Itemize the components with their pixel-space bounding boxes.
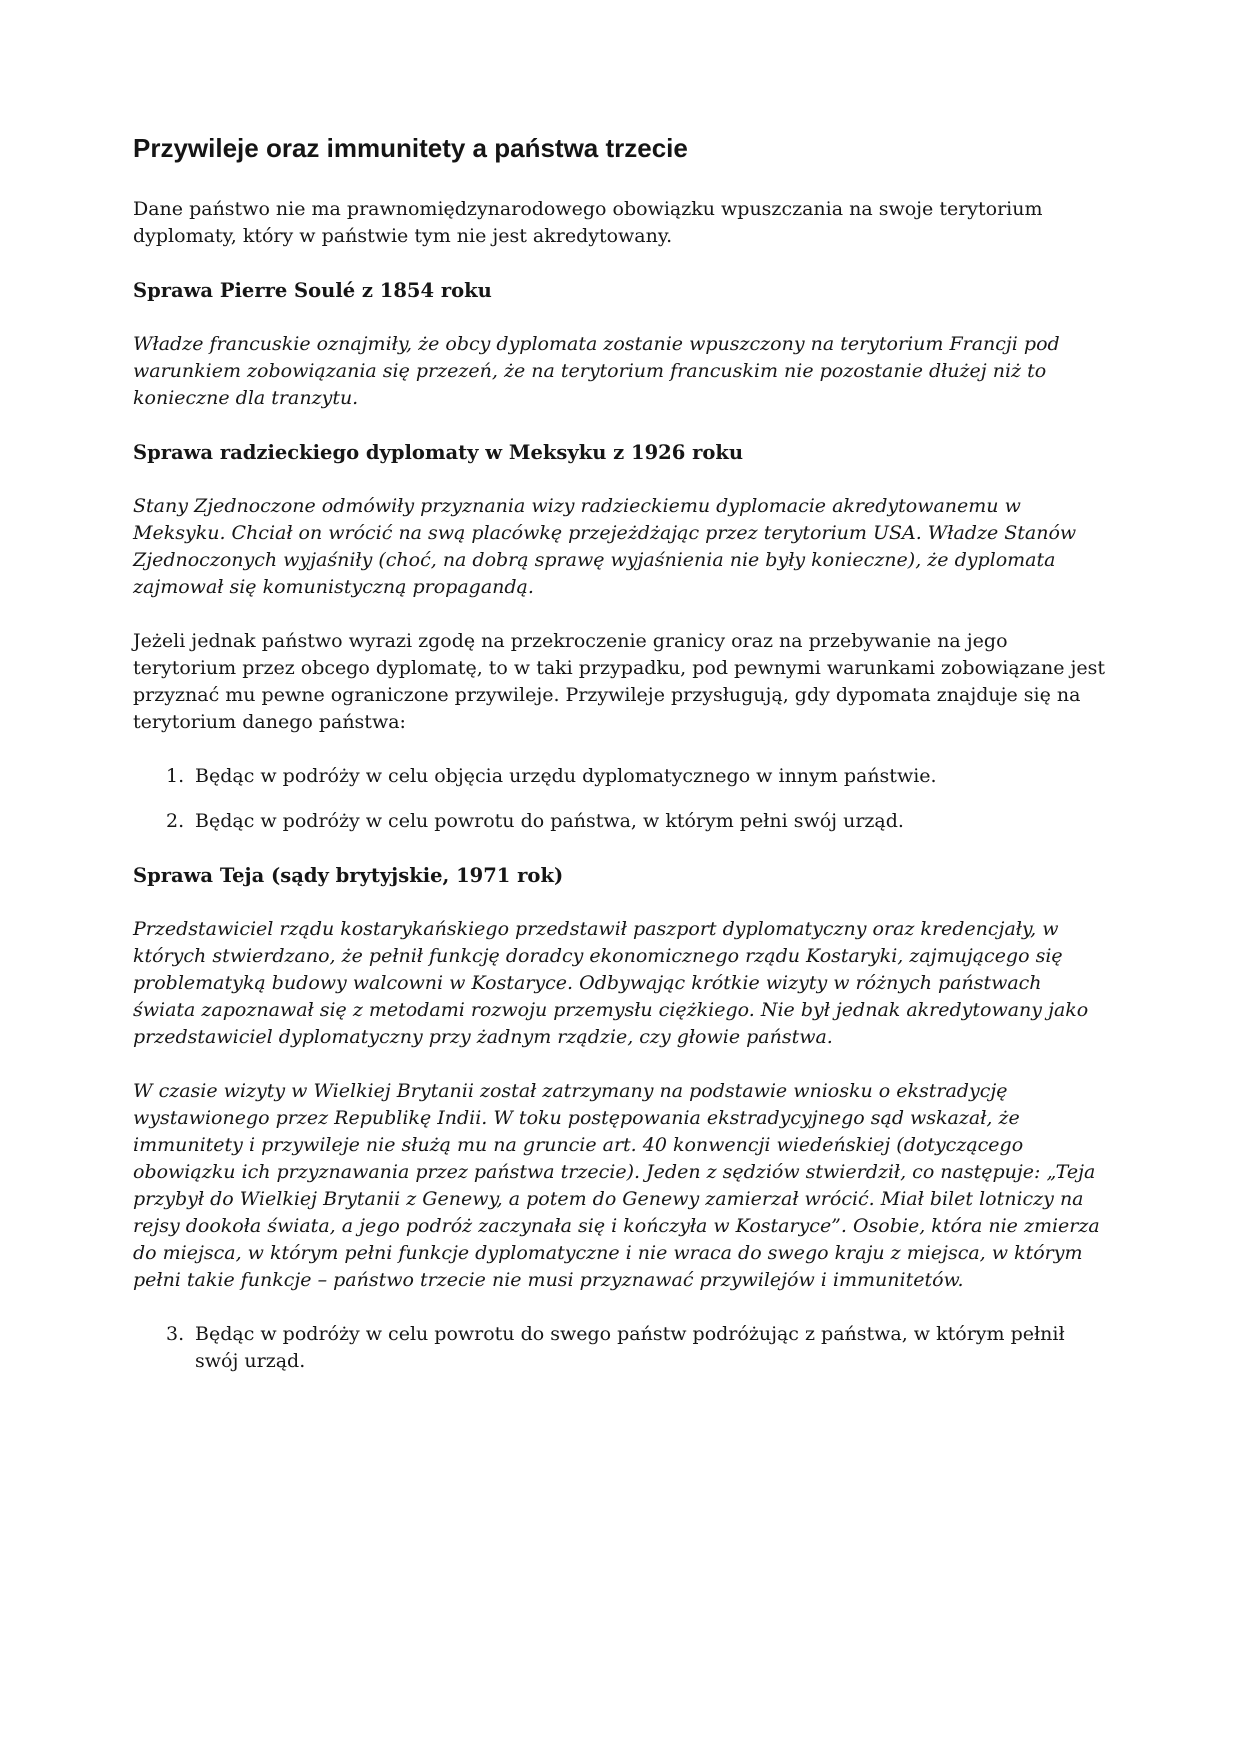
heading-soule-case: Sprawa Pierre Soulé z 1854 roku bbox=[133, 279, 492, 302]
list-item-3 bbox=[133, 1321, 1107, 1375]
list-item-2-text: Będąc w podróży w celu powrotu do państwa, w którym pełni swój urząd. bbox=[195, 810, 904, 832]
privileges-list-continued bbox=[133, 1321, 1107, 1375]
soule-case-paragraph: Władze francuskie oznajmiły, że obcy dyplomata zostanie wpuszczony na terytorium Francji pod warunkiem zobowiązania się przezeń, że na terytorium francuskim nie pozostanie dłużej niż to konieczne dla tranzytu. bbox=[133, 333, 1060, 409]
heading-teja-case: Sprawa Teja (sądy brytyjskie, 1971 rok) bbox=[133, 864, 564, 887]
privileges-list bbox=[133, 763, 1107, 835]
teja-case-paragraph-1: Przedstawiciel rządu kostarykańskiego przedstawił paszport dyplomatyczny oraz kredencjały, w których stwierdzano, że pełnił funkcję doradcy ekonomicznego rządu Kostaryki, zajmującego się problematyką budowy walcowni w Kostaryce. Odbywając krótkie wizyty w różnych państwach świata zapoznawał się z metodami rozwoju przemysłu ciężkiego. Nie był jednak akredytowany jako przedstawiciel dyplomatyczny przy żadnym rządzie, czy głowie państwa. bbox=[133, 918, 1089, 1048]
privileges-conditions-paragraph: Jeżeli jednak państwo wyrazi zgodę na przekroczenie granicy oraz na przebywanie na jego terytorium przez obcego dyplomatę, to w taki przypadku, pod pewnymi warunkami zobowiązane jest przyznać mu pewne ograniczone przywileje. Przywileje przysługują, gdy dypomata znajduje się na terytorium danego państwa: bbox=[133, 630, 1106, 733]
heading-soviet-diplomat-case: Sprawa radzieckiego dyplomaty w Meksyku z 1926 roku bbox=[133, 441, 744, 464]
list-item-1 bbox=[133, 763, 1107, 790]
list-item-1-text: Będąc w podróży w celu objęcia urzędu dyplomatycznego w innym państwie. bbox=[195, 765, 937, 787]
list-item-2 bbox=[133, 808, 1107, 835]
list-item-3-text: Będąc w podróży w celu powrotu do swego państw podróżując z państwa, w którym pełnił swój urząd. bbox=[195, 1323, 1065, 1372]
list-item-2-number: 2. bbox=[166, 810, 185, 832]
teja-case-paragraph-2: W czasie wizyty w Wielkiej Brytanii został zatrzymany na podstawie wniosku o ekstradycję wystawionego przez Republikę Indii. W toku postępowania ekstradycyjnego sąd wskazał, że immunitety i przywileje nie służą mu na gruncie art. 40 konwencji wiedeńskiej (dotyczącego obowiązku ich przyznawania przez państwa trzecie). Jeden z sędziów stwierdził, co następuje: „Teja przybył do Wielkiej Brytanii z Genewy, a potem do Genewy zamierzał wrócić. Miał bilet lotniczy na rejsy dookoła świata, a jego podróż zaczynała się i kończyła w Kostaryce”. Osobie, która nie zmierza do miejsca, w którym pełni funkcje dyplomatyczne i nie wraca do swego kraju z miejsca, w którym pełni takie funkcje – państwo trzecie nie musi przyznawać przywilejów i immunitetów. bbox=[133, 1080, 1100, 1291]
list-item-1-number: 1. bbox=[166, 765, 185, 787]
soviet-diplomat-case-paragraph: Stany Zjednoczone odmówiły przyznania wizy radzieckiemu dyplomacie akredytowanemu w Meksyku. Chciał on wrócić na swą placówkę przejeżdżając przez terytorium USA. Władze Stanów Zjednoczonych wyjaśniły (choć, na dobrą sprawę wyjaśnienia nie były konieczne), że dyplomata zajmował się komunistyczną propagandą. bbox=[133, 495, 1077, 598]
list-item-3-number: 3. bbox=[166, 1323, 185, 1345]
document-title: Przywileje oraz immunitety a państwa trzecie bbox=[133, 133, 688, 163]
intro-paragraph: Dane państwo nie ma prawnomiędzynarodowego obowiązku wpuszczania na swoje terytorium dyplomaty, który w państwie tym nie jest akredytowany. bbox=[133, 198, 1043, 247]
